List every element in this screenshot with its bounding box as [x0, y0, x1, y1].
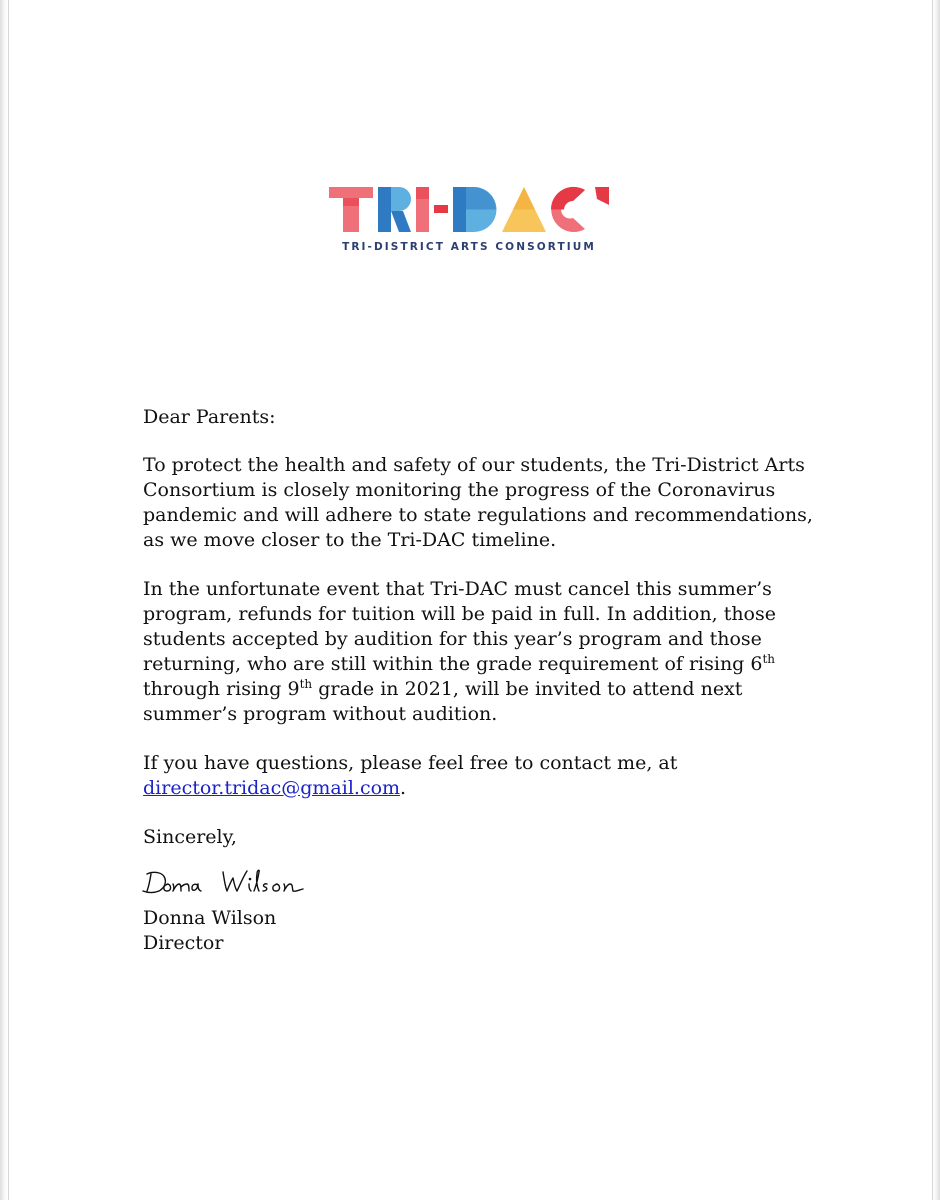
paragraph-monitoring: To protect the health and safety of our students, the Tri-District Arts Consortium is closely monitoring the progress of the Coronavirus pandemic and will adhere to state regulations and recommendations, as we move closer to the Tri-DAC timeline. — [143, 454, 813, 551]
ordinal-suffix: th — [762, 652, 776, 666]
signer-name: Donna Wilson — [143, 907, 277, 929]
tri-dac-wordmark-icon — [329, 185, 609, 235]
tri-dac-logo — [329, 185, 609, 257]
email-link[interactable]: director.tridac@gmail.com — [143, 777, 401, 799]
page-edge-left — [8, 0, 9, 1200]
signer-title: Director — [143, 932, 224, 954]
paragraph-refunds — [143, 577, 813, 727]
signature-image — [141, 860, 331, 900]
paragraph-refunds-text-1: In the unfortunate event that Tri-DAC must cancel this summer’s program, refunds for tuition will be paid in full. In addition, those students accepted by audition for this year’s program and those returning, who are still within the grade requirement of rising 6 — [143, 578, 776, 675]
paragraph-refunds-text-3: grade in 2021, will be invited to attend next summer’s program without audition. — [143, 678, 743, 725]
paragraph-contact — [143, 751, 813, 801]
letter-body — [143, 405, 813, 956]
contact-period: . — [400, 777, 407, 799]
closing: Sincerely, — [143, 826, 237, 848]
paragraph-refunds-text-2: through rising 9 — [143, 678, 300, 700]
page-edge-right — [932, 0, 933, 1200]
greeting: Dear Parents: — [143, 406, 276, 428]
ordinal-suffix: th — [299, 677, 313, 691]
contact-text: If you have questions, please feel free to contact me, at — [143, 752, 678, 774]
logo-subtitle: TRI-DISTRICT ARTS CONSORTIUM — [342, 241, 596, 253]
